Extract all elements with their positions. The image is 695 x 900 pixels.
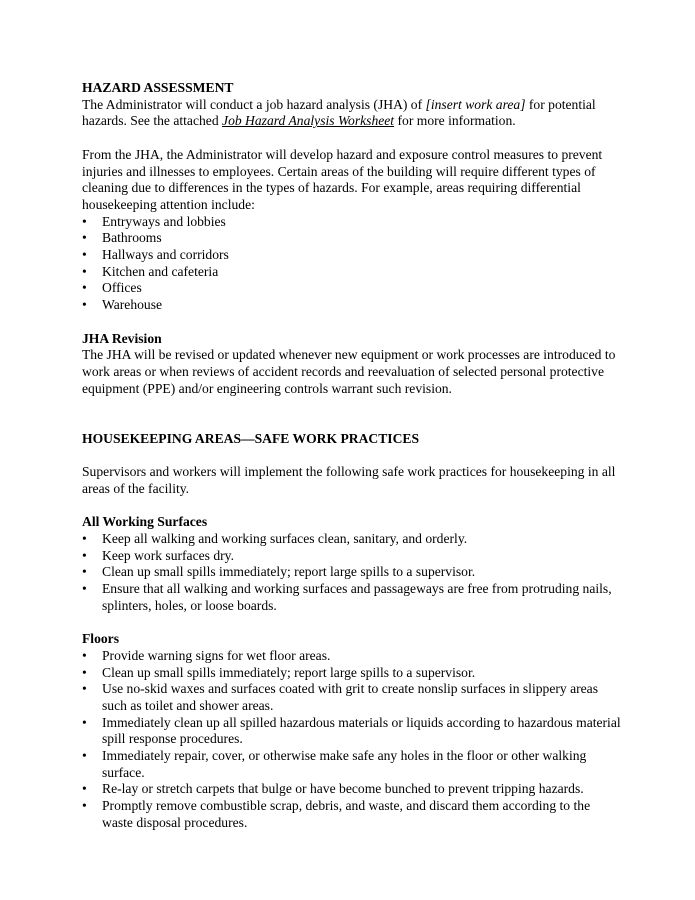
list-item — [82, 564, 622, 581]
housekeeping-heading: HOUSEKEEPING AREAS—SAFE WORK PRACTICES — [82, 430, 420, 446]
spacer — [82, 414, 622, 431]
hazard-assessment-body: From the JHA, the Administrator will develop hazard and exposure control measures to prevent injuries and illnesses to employees. Certain areas of the building will require different types of cleaning due to differences in the types of hazards. For example, areas requiring differential housekeeping attention include: — [82, 146, 603, 212]
list-item-text: Entryways and lobbies — [102, 213, 226, 229]
bullet-icon: • — [82, 213, 87, 229]
bullet-icon: • — [82, 247, 87, 263]
list-item-text: Hallways and corridors — [102, 247, 229, 263]
list-item — [82, 748, 622, 781]
list-item — [82, 665, 622, 682]
list-item-text: Provide warning signs for wet floor areas. — [102, 647, 331, 663]
jha-revision-body: The JHA will be revised or updated whenever new equipment or work processes are introduced to work areas or when reviews of accident records and reevaluation of selected personal protective equipment (PPE) and/or engineering controls warrant such revision. — [82, 347, 616, 396]
bullet-icon: • — [82, 564, 87, 580]
list-item-text: Warehouse — [102, 297, 163, 313]
list-item-text: Use no-skid waxes and surfaces coated with grit to create nonslip surfaces in slippery areas such as toilet and shower areas. — [102, 681, 599, 713]
list-item — [82, 581, 622, 614]
list-item-text: Bathrooms — [102, 230, 162, 246]
list-item-text: Clean up small spills immediately; report large spills to a supervisor. — [102, 664, 476, 680]
spacer — [82, 130, 622, 147]
list-item — [82, 648, 622, 665]
working-surfaces-heading: All Working Surfaces — [82, 514, 208, 530]
working-surfaces-list — [82, 531, 622, 615]
bullet-icon: • — [82, 280, 87, 296]
intro-text-end: for more information. — [394, 113, 516, 129]
hazard-assessment-intro — [82, 97, 622, 130]
bullet-icon: • — [82, 547, 87, 563]
list-item — [82, 681, 622, 714]
list-item-text: Immediately clean up all spilled hazardous materials or liquids according to hazardous material spill response procedures. — [102, 714, 621, 747]
housekeeping-areas-list — [82, 214, 622, 314]
list-item-text: Keep all walking and working surfaces clean, sanitary, and orderly. — [102, 530, 468, 546]
list-item — [82, 715, 622, 748]
list-item — [82, 781, 622, 798]
list-item — [82, 230, 622, 247]
bullet-icon: • — [82, 681, 87, 697]
list-item — [82, 214, 622, 231]
hazard-assessment-heading: HAZARD ASSESSMENT — [82, 80, 234, 95]
bullet-icon: • — [82, 748, 87, 764]
intro-text-middle: for potential hazards. See the attached — [82, 96, 596, 129]
bullet-icon: • — [82, 263, 87, 279]
spacer — [82, 447, 622, 464]
bullet-icon: • — [82, 230, 87, 246]
bullet-icon: • — [82, 781, 87, 797]
bullet-icon: • — [82, 581, 87, 596]
jha-revision-heading: JHA Revision — [82, 330, 162, 346]
bullet-icon: • — [82, 714, 87, 730]
jha-worksheet-link[interactable]: Job Hazard Analysis Worksheet — [222, 113, 395, 129]
list-item — [82, 798, 622, 831]
bullet-icon: • — [82, 530, 87, 546]
list-item-text: Kitchen and cafeteria — [102, 263, 219, 279]
list-item — [82, 531, 622, 548]
spacer — [82, 314, 622, 331]
bullet-icon: • — [82, 647, 87, 663]
list-item — [82, 280, 622, 297]
housekeeping-intro: Supervisors and workers will implement the following safe work practices for housekeeping in all areas of the facility. — [82, 464, 616, 496]
bullet-icon: • — [82, 297, 87, 313]
list-item — [82, 548, 622, 565]
document-page — [82, 80, 622, 832]
list-item-text: Keep work surfaces dry. — [102, 547, 234, 563]
list-item-text: Promptly remove combustible scrap, debris, and waste, and discard them according to the waste disposal procedures. — [102, 798, 591, 830]
spacer — [82, 614, 622, 631]
list-item — [82, 264, 622, 281]
spacer — [82, 498, 622, 515]
bullet-icon: • — [82, 664, 87, 680]
floors-list — [82, 648, 622, 832]
list-item-text: Re-lay or stretch carpets that bulge or have become bunched to prevent tripping hazards. — [102, 781, 584, 797]
list-item-text: Immediately repair, cover, or otherwise make safe any holes in the floor or other walking surface. — [102, 748, 587, 780]
work-area-placeholder: [insert work area] — [425, 96, 526, 112]
floors-heading: Floors — [82, 631, 119, 647]
spacer — [82, 397, 622, 414]
list-item-text: Ensure that all walking and working surfaces and passageways are free from protruding nails, splinters, holes, or loose boards. — [102, 581, 612, 613]
list-item — [82, 247, 622, 264]
list-item — [82, 297, 622, 314]
list-item-text: Offices — [102, 280, 142, 296]
list-item-text: Clean up small spills immediately; report large spills to a supervisor. — [102, 564, 476, 580]
bullet-icon: • — [82, 798, 87, 814]
intro-text-start: The Administrator will conduct a job hazard analysis (JHA) of — [82, 96, 426, 112]
